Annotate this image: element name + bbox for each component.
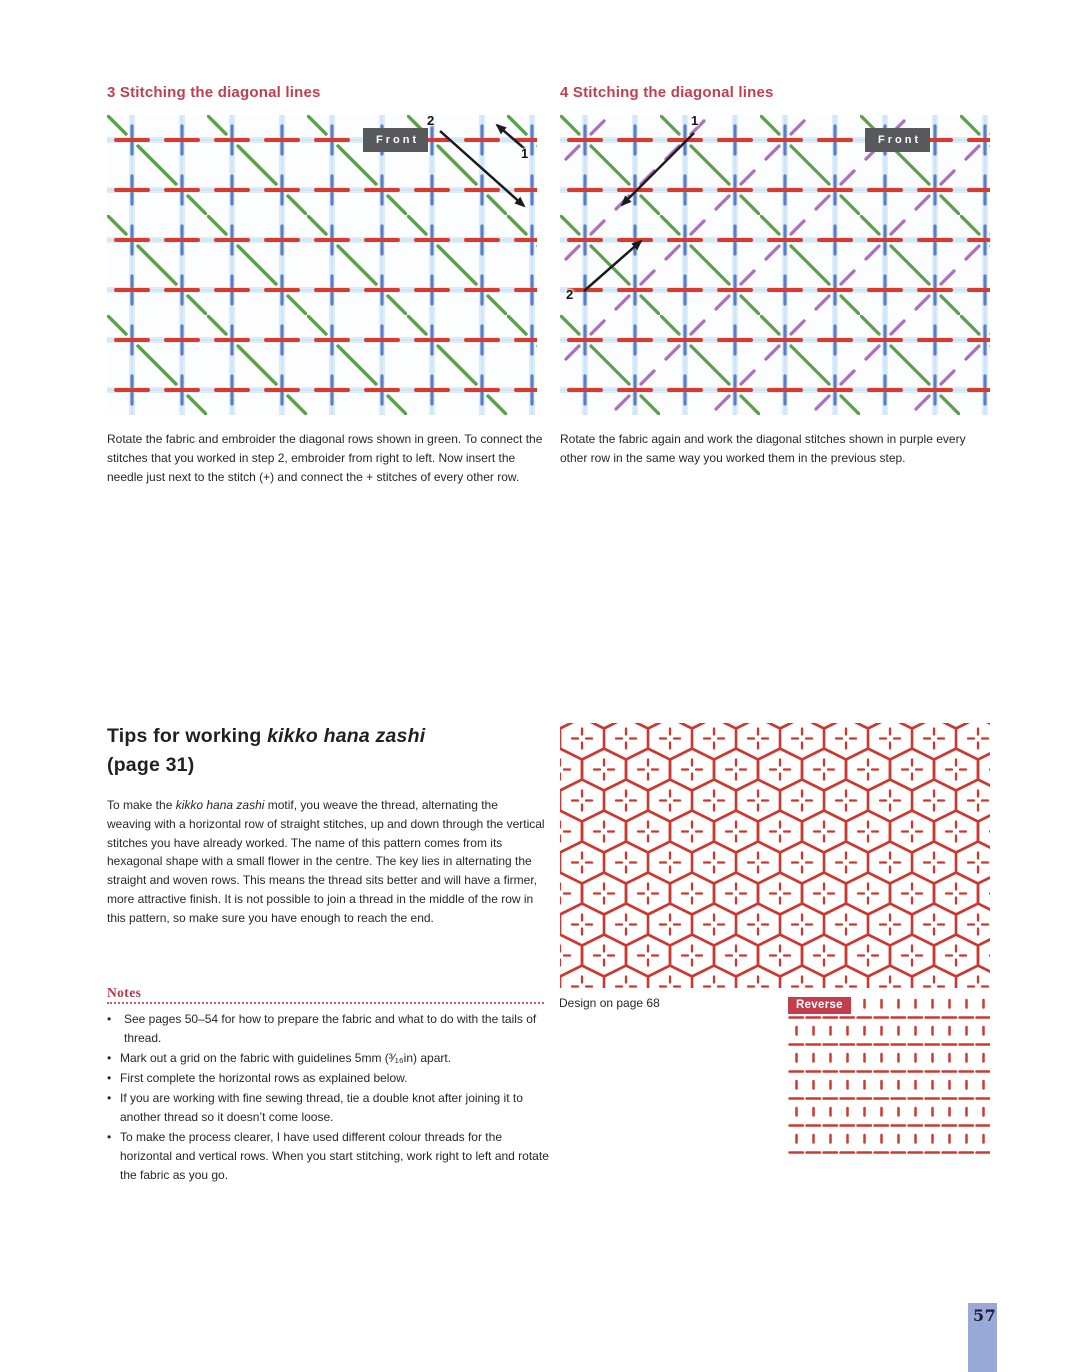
- reverse-badge: Reverse: [788, 997, 851, 1014]
- list-item: • To make the process clearer, I have used different colour threads for the horizontal and vertical rows. When you start stitching, work right to left and rotate the fabric as you go.: [107, 1128, 551, 1185]
- tips-body-paragraph: [107, 796, 545, 928]
- notes-heading: Notes: [107, 985, 142, 1000]
- list-item: • Mark out a grid on the fabric with guidelines 5mm (³⁄₁₆in) apart.: [107, 1049, 551, 1068]
- page-number: 57: [973, 1306, 997, 1325]
- stitch-pattern-step4-image: [560, 115, 990, 415]
- tips-title: [107, 722, 567, 780]
- step4-arrow-label-2: 2: [566, 287, 574, 302]
- notes-list: [107, 1010, 551, 1186]
- tips-body-lead: To make the: [107, 798, 176, 812]
- list-item: • If you are working with fine sewing thread, tie a double knot after joining it to another thread so it doesn’t come loose.: [107, 1089, 551, 1127]
- front-label: Front: [865, 128, 930, 152]
- photo-step4-fabric: [560, 115, 990, 415]
- photo-reverse-side: [788, 997, 990, 1160]
- step4-caption: Rotate the fabric again and work the diagonal stitches shown in purple every other row in the same way you worked them in the previous step.: [560, 432, 966, 465]
- stitch-pattern-step3-image: [107, 115, 537, 415]
- step3-arrow-label-2: 2: [427, 113, 435, 128]
- tips-title-italic: kikko hana zashi: [267, 725, 426, 747]
- kikko-hexagon-pattern-image: [560, 723, 990, 988]
- list-item: • First complete the horizontal rows as explained below.: [107, 1069, 551, 1088]
- step3-heading: 3 Stitching the diagonal lines: [107, 84, 321, 101]
- photo-kikko-pattern: [560, 723, 990, 988]
- step3-caption: Rotate the fabric and embroider the diagonal rows shown in green. To connect the stitches that you worked in step 2, embroider from right to left. Now insert the needle just next to the stitch (+) and connect the + stitches of every other row.: [107, 432, 543, 484]
- photo-step3-fabric: [107, 115, 537, 415]
- tips-title-page-ref: (page 31): [107, 754, 195, 776]
- step4-heading: 4 Stitching the diagonal lines: [560, 84, 774, 101]
- step4-arrow-label-1: 1: [691, 113, 699, 128]
- dotted-rule: [107, 993, 544, 1004]
- list-item: • See pages 50–54 for how to prepare the fabric and what to do with the tails of thread.: [107, 1010, 551, 1048]
- step3-arrow-label-1: 1: [521, 146, 529, 161]
- reverse-stitch-pattern-image: [788, 997, 990, 1160]
- tips-body-rest: motif, you weave the thread, alternating the weaving with a horizontal row of straight stitches, up and down through the vertical stitches you have already worked. The name of this pattern comes from its hexagonal shape with a small flower in the centre. The key lies in alternating the straight and woven rows. This means the thread sits better and will have a firmer, more attractive finish. It is not possible to join a thread in the middle of the row in this pattern, so make sure you have enough to reach the end.: [107, 798, 545, 925]
- design-page-caption: Design on page 68: [559, 996, 660, 1010]
- tips-title-prefix: Tips for working: [107, 725, 268, 747]
- tips-body-italic: kikko hana zashi: [175, 798, 265, 812]
- front-label: Front: [363, 128, 428, 152]
